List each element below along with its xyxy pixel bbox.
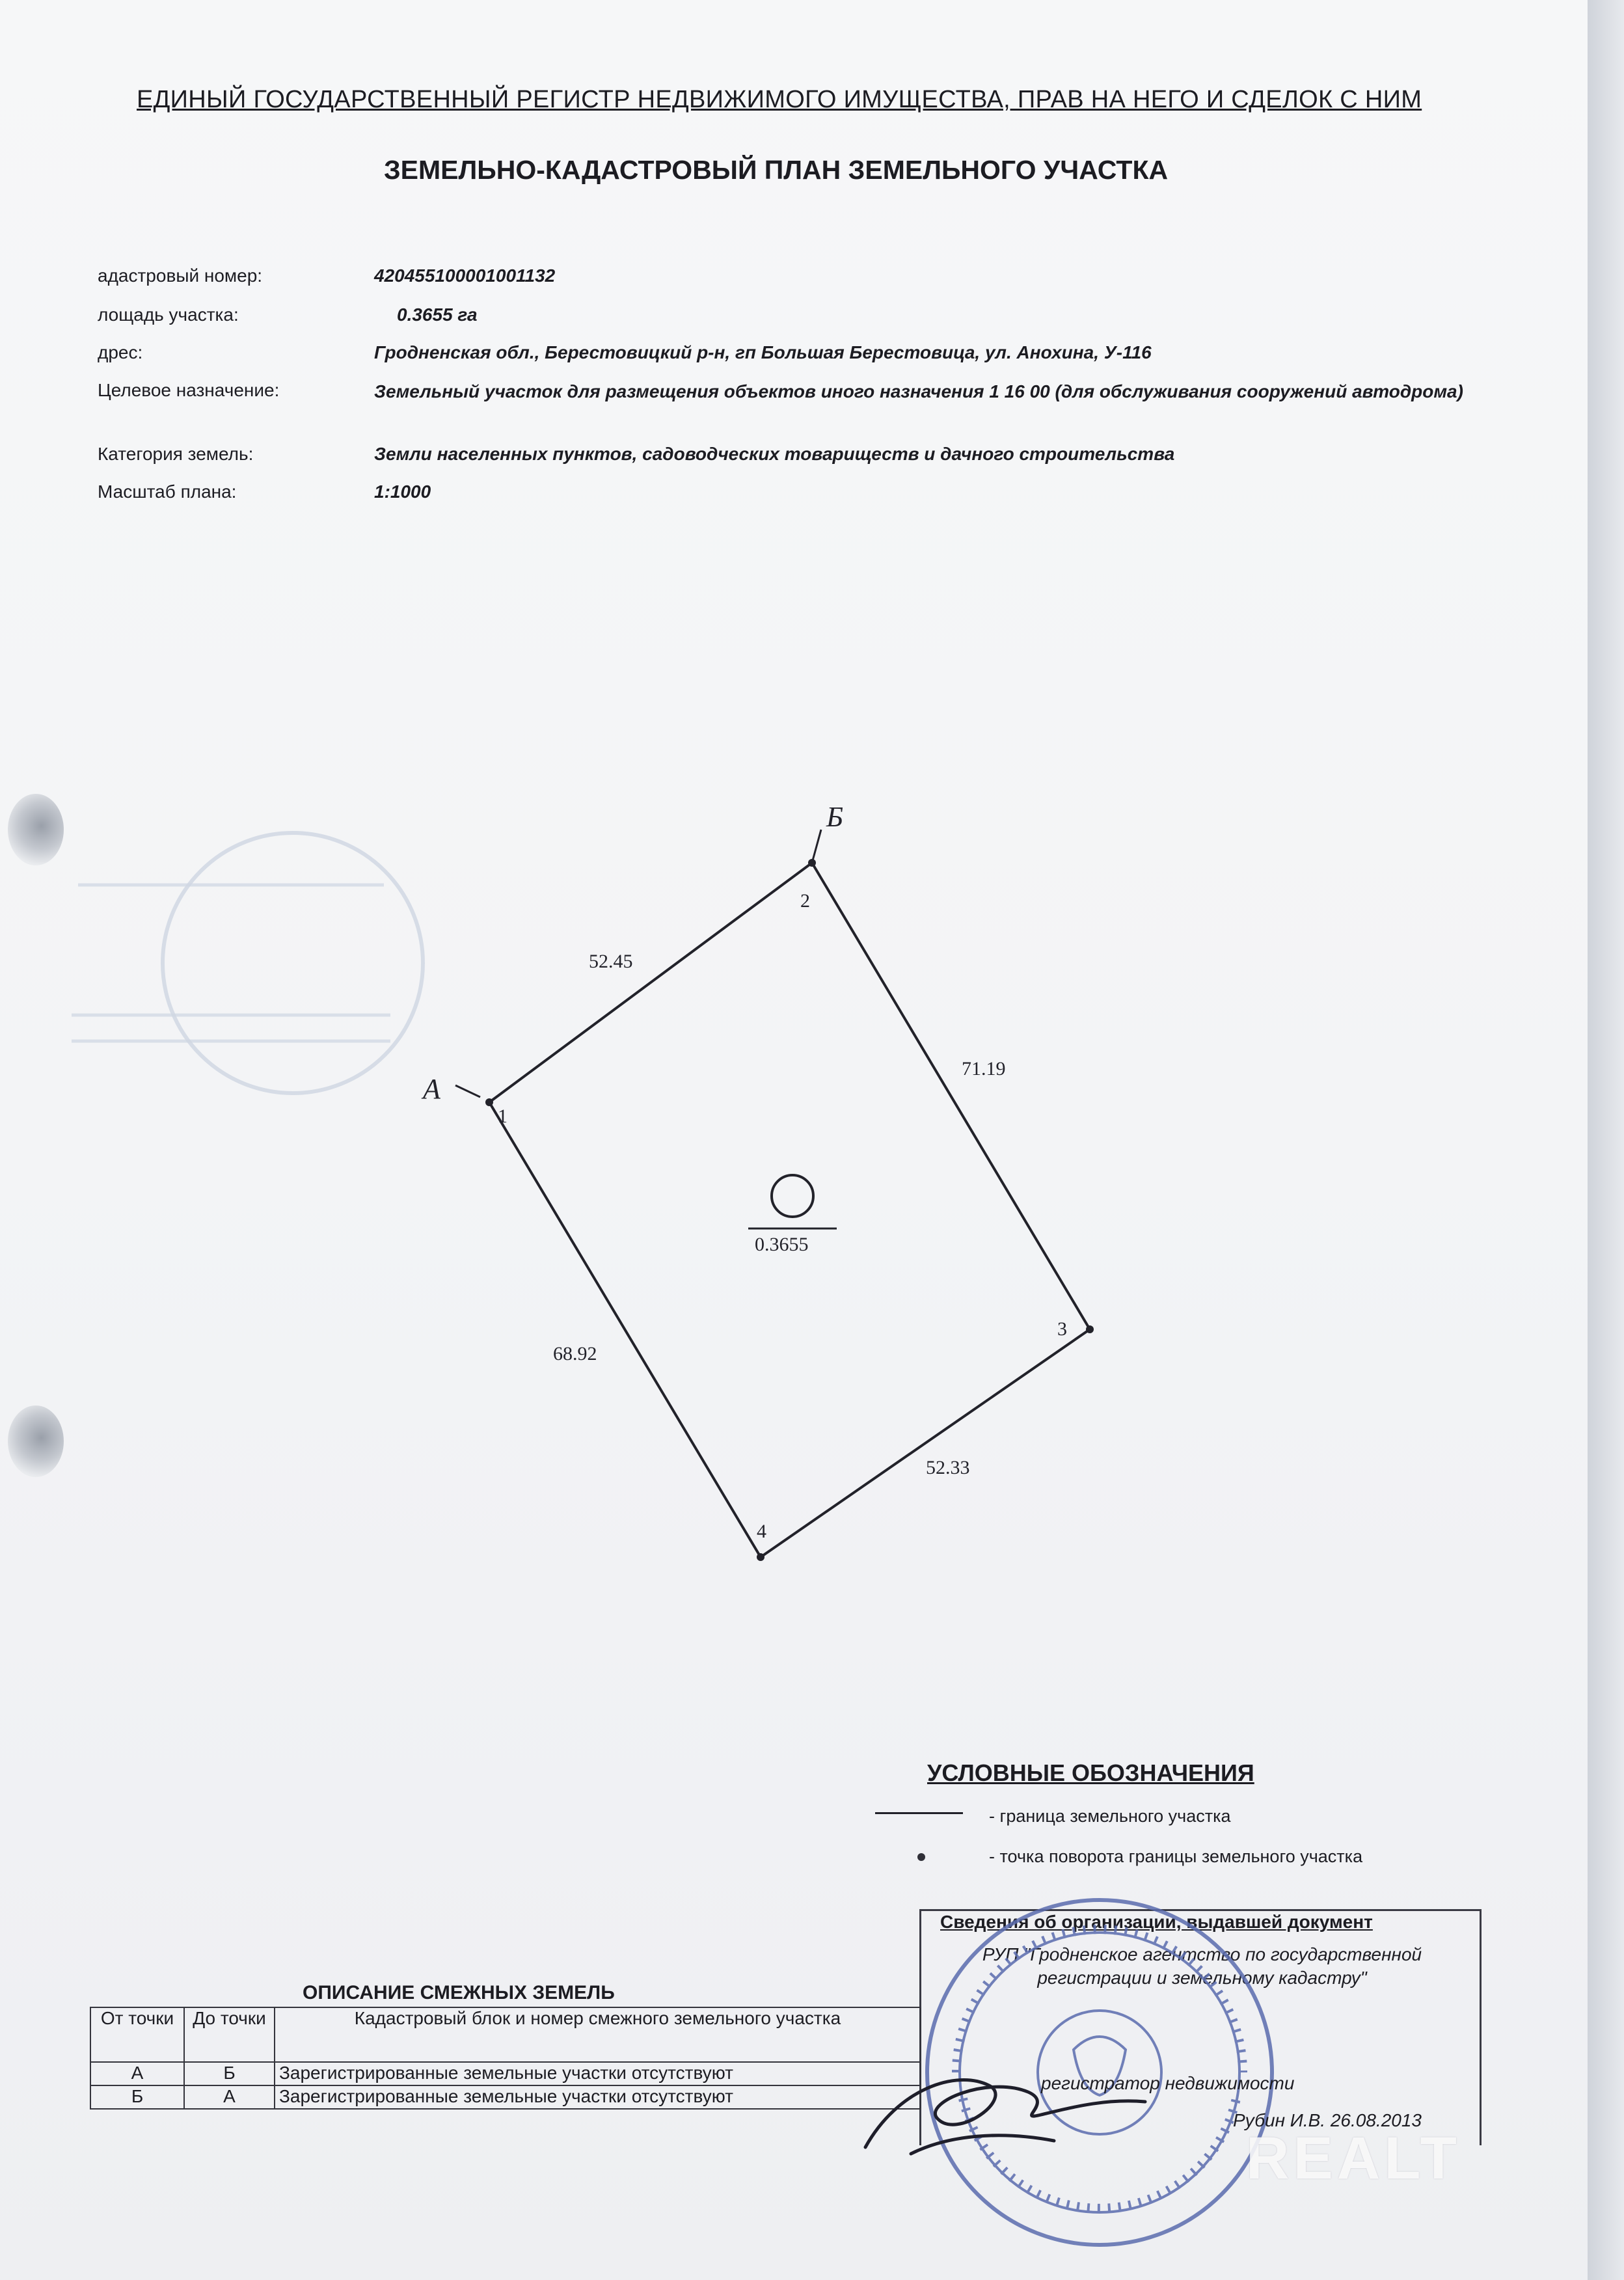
row-description: Зарегистрированные земельные участки отсутствуют	[275, 2085, 921, 2109]
side-length-3-4: 52.33	[926, 1457, 970, 1478]
area-value: 0.3655 га	[397, 305, 478, 325]
organization-name: РУП "Гродненское агентство по государственной регистрации и земельному кадастру"	[982, 1944, 1422, 1988]
legend-title: УСЛОВНЫЕ ОБОЗНАЧЕНИЯ	[927, 1759, 1254, 1786]
row-from: Б	[90, 2085, 184, 2109]
area-label: лощадь участка:	[98, 305, 239, 325]
side-length-1-2: 52.45	[589, 951, 633, 972]
header-to-point: До точки	[184, 2007, 275, 2062]
address-value: Гродненская обл., Берестовицкий р-н, гп Большая Берестовица, ул. Анохина, У-116	[374, 342, 1152, 362]
land-category-label: Категория земель:	[98, 444, 254, 464]
row-description: Зарегистрированные земельные участки отсутствуют	[275, 2062, 921, 2085]
signatory-and-date: Рубин И.В. 26.08.2013	[1233, 2110, 1422, 2130]
point-label-4: 4	[757, 1521, 766, 1542]
adjacent-lands-title: ОПИСАНИЕ СМЕЖНЫХ ЗЕМЕЛЬ	[303, 1982, 615, 2003]
row-to: Б	[184, 2062, 275, 2085]
header-from-point: От точки	[90, 2007, 184, 2062]
document-title: ЗЕМЕЛЬНО-КАДАСТРОВЫЙ ПЛАН ЗЕМЕЛЬНОГО УЧАСТКА	[384, 155, 1169, 185]
legend-boundary-text: - граница земельного участка	[989, 1806, 1231, 1826]
watermark-logo: REALT	[1246, 2125, 1461, 2192]
cadastral-number-label: адастровый номер:	[98, 265, 263, 286]
point-label-2: 2	[800, 890, 810, 912]
land-category-value: Земли населенных пунктов, садоводческих товариществ и дачного строительства	[374, 444, 1175, 464]
header-adjacent-plot: Кадастровый блок и номер смежного земельного участка	[275, 2007, 921, 2062]
point-label-3: 3	[1057, 1318, 1067, 1340]
purpose-value: Земельный участок для размещения объектов иного назначения 1 16 00 (для обслуживания сооружений автодрома)	[374, 381, 1463, 401]
cadastral-number-value: 420455100001001132	[374, 265, 556, 286]
row-to: А	[184, 2085, 275, 2109]
registry-header: ЕДИНЫЙ ГОСУДАРСТВЕННЫЙ РЕГИСТР НЕДВИЖИМОГО ИМУЩЕСТВА, ПРАВ НА НЕГО И СДЕЛОК С НИМ	[137, 86, 1422, 113]
organization-title: Сведения об организации, выдавшей документ	[940, 1912, 1373, 1932]
purpose-label: Целевое назначение:	[98, 380, 280, 400]
side-length-2-3: 71.19	[962, 1058, 1006, 1079]
address-label: дрес:	[98, 342, 143, 362]
direction-label-a: А	[423, 1073, 440, 1105]
scale-value: 1:1000	[374, 482, 431, 502]
plot-area-label: 0.3655	[755, 1234, 809, 1255]
direction-label-b: Б	[826, 801, 843, 833]
legend-point-text: - точка поворота границы земельного участка	[989, 1847, 1363, 1866]
point-label-1: 1	[498, 1106, 508, 1127]
scale-label: Масштаб плана:	[98, 482, 237, 502]
row-from: А	[90, 2062, 184, 2085]
organization-role: регистратор недвижимости	[1041, 2073, 1295, 2093]
side-length-4-1: 68.92	[553, 1343, 597, 1364]
